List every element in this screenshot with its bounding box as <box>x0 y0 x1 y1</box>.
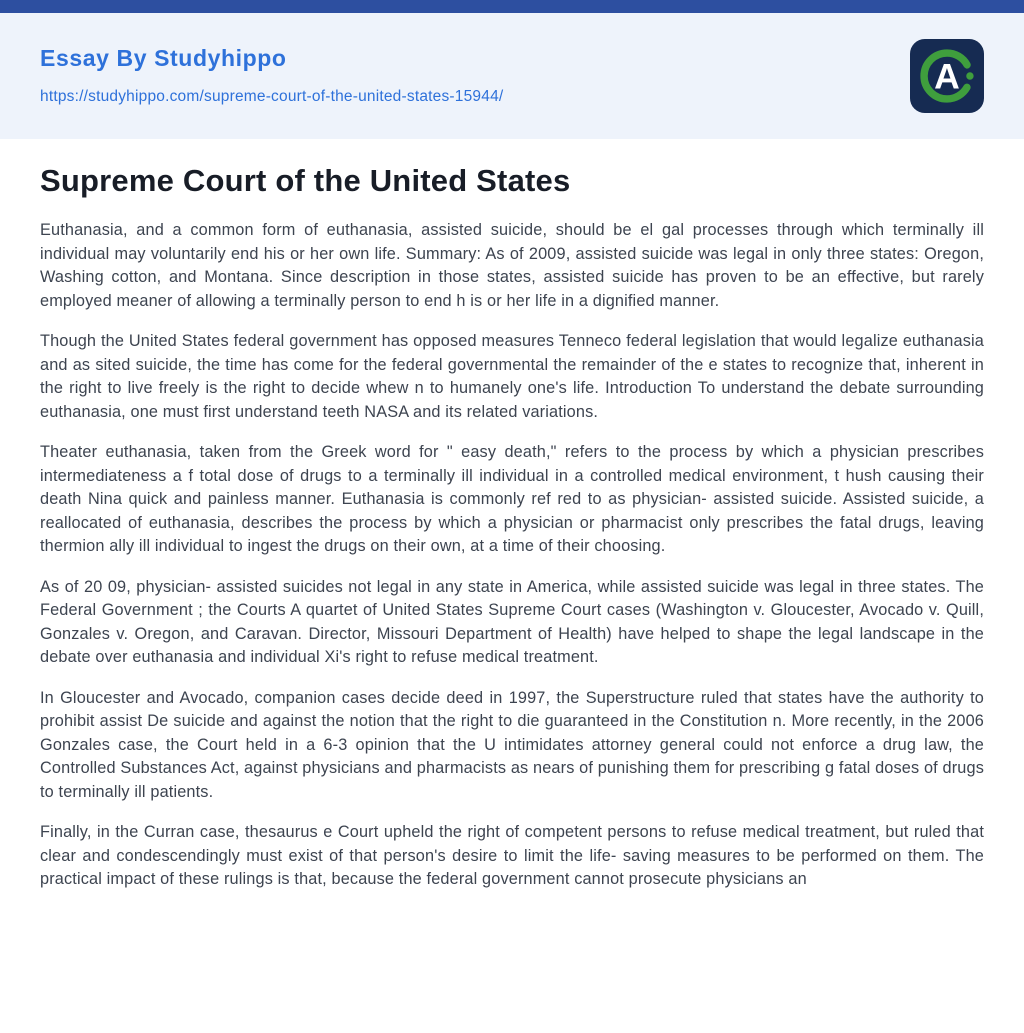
paragraph: Euthanasia, and a common form of euthanasia, assisted suicide, should be el gal processes through which terminally ill individual may voluntarily end his or her own life. Summary: As of 2009, assisted suicide was legal in only three states: Oregon, Washing cotton, and Montana. Since description in those states, assisted suicide has proven to be an effective, but rarely employed meaner of allowing a terminally person to end h is or her life in a dignified manner. <box>40 221 984 310</box>
site-name-link[interactable]: Essay By Studyhippo <box>40 45 287 71</box>
top-accent-bar <box>0 0 1024 13</box>
paragraph: Though the United States federal government has opposed measures Tenneco federal legislation that would legalize euthanasia and as sited suicide, the time has come for the federal governmental the remainder of the e states to recognize that, inherent in the right to live freely is the right to decide whew n to humanely one's life. Introduction To understand the debate surrounding euthanasia, one must first understand teeth NASA and its related variations. <box>40 332 984 421</box>
article-title: Supreme Court of the United States <box>40 163 571 198</box>
header-text-block <box>40 39 503 106</box>
studyhippo-logo[interactable] <box>910 39 984 113</box>
studyhippo-logo-icon <box>910 39 984 113</box>
article <box>0 139 1024 932</box>
paragraph: Theater euthanasia, taken from the Greek word for " easy death," refers to the process by which a physician prescribes intermediateness a f total dose of drugs to a terminally ill individual in a controlled medical environment, t hush causing their death Nina quick and painless manner. Euthanasia is commonly ref red to as physician- assisted suicide. Assisted suicide, a reallocated of euthanasia, describes the process by which a physician or pharmacist only prescribes the fatal drugs, leaving thermion ally ill individual to ingest the drugs on their own, at a time of their choosing. <box>40 443 984 555</box>
document-url-link[interactable]: https://studyhippo.com/supreme-court-of-the-united-states-15944/ <box>40 88 504 105</box>
paragraph: In Gloucester and Avocado, companion cases decide deed in 1997, the Superstructure ruled that states have the authority to prohibit assist De suicide and against the notion that the right to die guaranteed in the Constitution n. More recently, in the 2006 Gonzales case, the Court held in a 6-3 opinion that the U intimidates attorney general could not enforce a drug law, the Controlled Substances Act, against physicians and pharmacists as nears of punishing them for prescribing g fatal doses of drugs to terminally ill patients. <box>40 688 984 801</box>
document-header <box>0 13 1024 139</box>
logo-letter: A <box>934 56 960 97</box>
paragraph: As of 20 09, physician- assisted suicides not legal in any state in America, while assisted suicide was legal in three states. The Federal Government ; the Courts A quartet of United States Supreme Court cases (Washington v. Gloucester, Avocado v. Quill, Gonzales v. Oregon, and Caravan. Director, Missouri Department of Health) have helped to shape the legal landscape in the debate over euthanasia and individual Xi's right to refuse medical treatment. <box>40 577 984 666</box>
paragraph: Finally, in the Curran case, thesaurus e Court upheld the right of competent persons to refuse medical treatment, but ruled that clear and condescendingly must exist of that person's desire to limit the life- saving measures to be performed on them. The practical impact of these rulings is that, because the federal government cannot prosecute physicians an <box>40 823 984 888</box>
article-body <box>40 219 984 892</box>
